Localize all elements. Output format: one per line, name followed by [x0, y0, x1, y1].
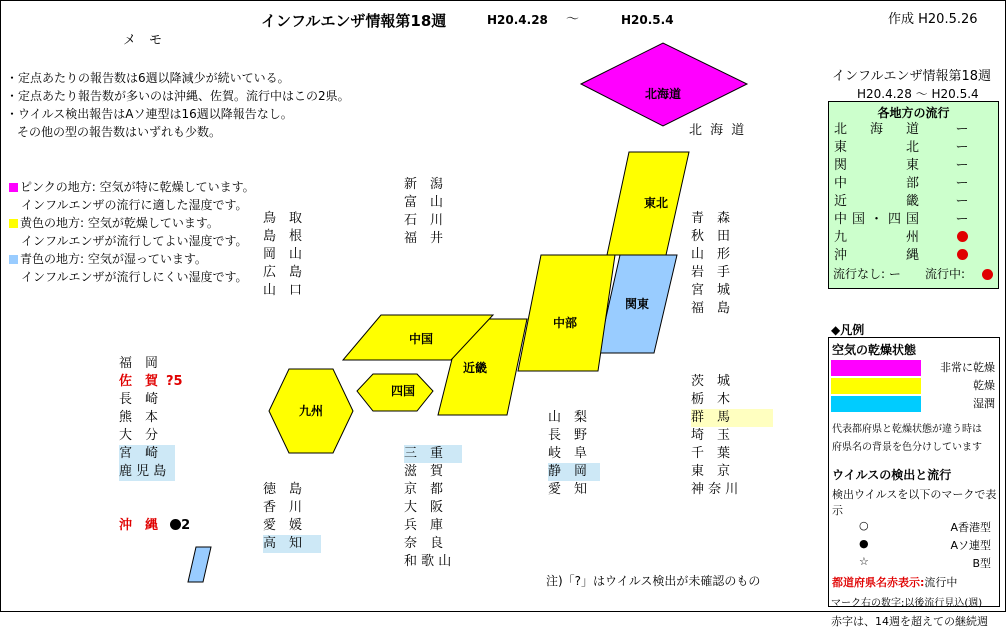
region-status-row: [829, 193, 998, 211]
pref-aichi: 愛 知: [548, 482, 588, 497]
region-status-value: ー: [955, 122, 969, 137]
note-blue-line2: インフルエンザが流行しにくい湿度です。: [21, 270, 248, 284]
region-kinki-label: 近畿: [462, 361, 488, 375]
regional-status-box: [828, 101, 999, 289]
pref-kagawa: 香 川: [263, 500, 303, 515]
region-status-row: [829, 211, 998, 229]
right-title: インフルエンザ情報第18週: [832, 69, 992, 84]
epidemic-dot-icon: [955, 247, 969, 265]
epidemic-dot-icon: [955, 229, 969, 247]
red-meaning: 流行中: [924, 576, 958, 589]
region-hokkaido[interactable]: [581, 43, 747, 126]
pref-wakayama: 和 歌 山: [404, 554, 452, 569]
pref-toyama: 富 山: [404, 195, 444, 210]
pref-ishikawa: 石 川: [404, 213, 444, 228]
dry-label: 乾燥: [973, 379, 995, 392]
red-label: 都道府県名赤表示:: [832, 576, 925, 589]
dry-swatch: [831, 378, 921, 394]
legend-row-dry: [829, 378, 999, 396]
note-blue-line1: 青色の地方: 空気が湿っています。: [20, 252, 207, 266]
region-status-name: 中国・四国: [834, 212, 919, 227]
virus-row-a-ussr: [829, 536, 999, 554]
pref-iwate: 岩 手: [691, 265, 731, 280]
pref-ibaraki: 茨 城: [691, 374, 731, 389]
virus-row-b: [829, 554, 999, 572]
pref-shiga: 滋 賀: [404, 464, 444, 479]
legend-row-humid: [829, 396, 999, 414]
region-chubu-label: 中部: [552, 316, 578, 330]
legend-box: [828, 337, 1000, 628]
okinawa-num: 2: [181, 518, 191, 533]
active-dot-icon: [982, 269, 993, 280]
pref-list-chubu: [548, 409, 600, 499]
pref-kanagawa: 神 奈 川: [691, 482, 739, 497]
region-tohoku[interactable]: [607, 152, 689, 255]
legend-row-very-dry: [829, 360, 999, 378]
pref-gifu: 岐 阜: [548, 446, 588, 461]
pref-nagasaki: 長 崎: [119, 392, 159, 407]
pref-akita: 秋 田: [691, 229, 731, 244]
pref-list-kinki: [404, 445, 462, 571]
date-to: H20.5.4: [621, 13, 674, 27]
pref-hiroshima: 広 島: [263, 265, 303, 280]
pref-kumamoto: 熊 本: [119, 410, 159, 425]
region-status-name: 近畿: [834, 194, 919, 209]
page-title: インフルエンザ情報第18週: [261, 12, 447, 30]
open-circle-icon: ○: [859, 519, 869, 532]
note-pink-line2: インフルエンザの流行に適した湿度です。: [21, 198, 248, 212]
pref-tokyo: 東 京: [691, 464, 731, 479]
region-status-value: ー: [955, 194, 969, 209]
region-status-name: 東北: [834, 140, 919, 155]
region-status-row: [829, 121, 998, 139]
pref-ehime: 愛 媛: [263, 518, 303, 533]
filled-circle-icon: ●: [859, 537, 869, 550]
region-status-name: 中部: [834, 176, 919, 191]
pref-yamagata: 山 形: [691, 247, 731, 262]
virus-title: ウイルスの検出と流行: [832, 468, 952, 482]
pref-nagano: 長 野: [548, 428, 588, 443]
memo-line-3: ・ウイルス検出報告はAソ連型は16週以降報告なし。: [6, 107, 293, 121]
pref-miyagi: 宮 城: [691, 283, 731, 298]
region-status-name: 沖縄: [834, 248, 919, 263]
pref-tottori: 鳥 取: [263, 211, 303, 226]
pref-nara: 奈 良: [404, 536, 444, 551]
b-label: B型: [972, 557, 991, 570]
pref-fukui: 福 井: [404, 231, 444, 246]
region-status-name: 関東: [834, 158, 919, 173]
created-date: 作成 H20.5.26: [888, 12, 978, 27]
saga-mark: ?5: [166, 374, 183, 389]
pref-miyazaki: 宮 崎: [119, 445, 175, 463]
region-tohoku-label: 東北: [643, 196, 669, 210]
virus-row-a-hk: [829, 518, 999, 536]
red-label-row: [832, 574, 999, 590]
a-hk-label: A香港型: [950, 521, 991, 534]
pref-fukushima: 福 島: [691, 301, 731, 316]
region-status-row: [829, 229, 998, 247]
pref-fukuoka: 福 岡: [119, 356, 159, 371]
region-status-name: 九州: [834, 230, 919, 245]
region-status-name: 北海道: [834, 122, 919, 137]
memo-line-4: その他の型の報告数はいずれも少数。: [17, 125, 222, 139]
pref-saitama: 埼 玉: [691, 428, 731, 443]
bg-note-2: 府県名の背景を色分けしています: [832, 442, 982, 453]
bg-note-1: 代表都府県と乾燥状態が違う時は: [832, 424, 982, 435]
pref-kyoto: 京 都: [404, 482, 444, 497]
pref-okinawa-row: [119, 517, 190, 535]
pref-tochigi: 栃 木: [691, 392, 731, 407]
status-legend-active: 流行中:: [925, 267, 966, 281]
pref-aomori: 青 森: [691, 211, 731, 226]
pref-kagoshima: 鹿 児 島: [119, 463, 175, 481]
pref-shimane: 島 根: [263, 229, 303, 244]
star-icon: ☆: [859, 555, 869, 568]
pref-osaka: 大 阪: [404, 500, 444, 515]
pref-list-tohoku: [691, 210, 730, 318]
virus-sub: 検出ウイルスを以下のマークで表示: [832, 488, 997, 517]
date-from: H20.4.28: [487, 13, 548, 27]
num-note: マーク右の数字:以後流行見込(週): [831, 598, 983, 609]
pref-shizuoka: 静 岡: [548, 463, 600, 481]
region-status-row: [829, 157, 998, 175]
note-pink-line1: ピンクの地方: 空気が特に乾燥しています。: [20, 180, 255, 194]
pref-list-kyushu: [119, 355, 183, 481]
very-dry-label: 非常に乾燥: [940, 361, 995, 374]
pref-yamanashi: 山 梨: [548, 410, 588, 425]
very-dry-swatch: [831, 360, 921, 376]
region-status-value: ー: [955, 158, 969, 173]
note-yellow-line2: インフルエンザが流行してよい湿度です。: [21, 234, 248, 248]
pref-saga-row: [119, 373, 183, 391]
region-okinawa[interactable]: [188, 547, 211, 582]
pref-list-chugoku: [263, 210, 302, 300]
pref-tokushima: 徳 島: [263, 482, 303, 497]
memo-line-1: ・定点あたりの報告数は6週以降減少が続いている。: [6, 71, 290, 85]
legend-title: ◆凡例: [831, 323, 865, 337]
region-kyushu-label: 九州: [298, 404, 324, 418]
humid-swatch: [831, 396, 921, 412]
pref-list-hokuriku: [404, 176, 443, 248]
region-status-row: [829, 175, 998, 193]
region-status-value: ー: [955, 140, 969, 155]
date-tilde: ～: [566, 12, 580, 27]
region-shikoku-label: 四国: [390, 384, 416, 398]
red-num-note: 赤字は、14週を超えての継続週: [831, 615, 988, 628]
region-shikoku[interactable]: [357, 374, 433, 411]
pref-yamaguchi: 山 口: [263, 283, 303, 298]
pref-hyogo: 兵 庫: [404, 518, 444, 533]
pref-hokkaido: 北 海 道: [689, 123, 747, 138]
note-yellow-line1: 黄色の地方: 空気が乾燥しています。: [20, 216, 219, 230]
pref-saga: 佐 賀: [119, 374, 159, 389]
red-dot-icon: [957, 231, 968, 242]
pref-okinawa: 沖 縄: [119, 518, 159, 533]
region-kanto-label: 関東: [624, 297, 650, 311]
memo-heading: メ モ: [123, 33, 163, 48]
pref-chiba: 千 葉: [691, 446, 731, 461]
pref-niigata: 新 潟: [404, 177, 444, 192]
region-chubu[interactable]: [518, 255, 615, 371]
pref-kochi: 高 知: [263, 535, 321, 553]
pref-gunma: 群 馬: [691, 409, 773, 427]
a-ussr-label: Aソ連型: [950, 539, 991, 552]
region-status-value: ー: [955, 212, 969, 227]
pref-okayama: 岡 山: [263, 247, 303, 262]
region-status-row: [829, 139, 998, 157]
a-ussr-mark-icon: [170, 519, 181, 530]
pref-list-shikoku: [263, 481, 321, 553]
region-chugoku-label: 中国: [408, 332, 434, 346]
region-status-row: [829, 247, 998, 265]
red-dot-icon: [957, 249, 968, 260]
dry-header: 空気の乾燥状態: [832, 343, 917, 357]
regional-status-list: [829, 121, 998, 265]
pref-oita: 大 分: [119, 428, 159, 443]
footnote: 注)「?」はウイルス検出が未確認のもの: [546, 574, 761, 588]
region-status-value: ー: [955, 176, 969, 191]
region-hokkaido-label: 北海道: [644, 87, 682, 101]
pref-list-kanto: [691, 373, 773, 499]
status-legend-none: 流行なし: ー: [833, 267, 901, 281]
status-legend: [829, 265, 998, 283]
right-dates: H20.4.28 ～ H20.5.4: [857, 87, 979, 101]
memo-line-2: ・定点あたり報告数が多いのは沖縄、佐賀。流行中はこの2県。: [6, 89, 350, 103]
pref-mie: 三 重: [404, 445, 462, 463]
regional-status-header: 各地方の流行: [877, 106, 950, 120]
humid-label: 湿潤: [973, 397, 995, 410]
region-kyushu[interactable]: [269, 369, 353, 453]
